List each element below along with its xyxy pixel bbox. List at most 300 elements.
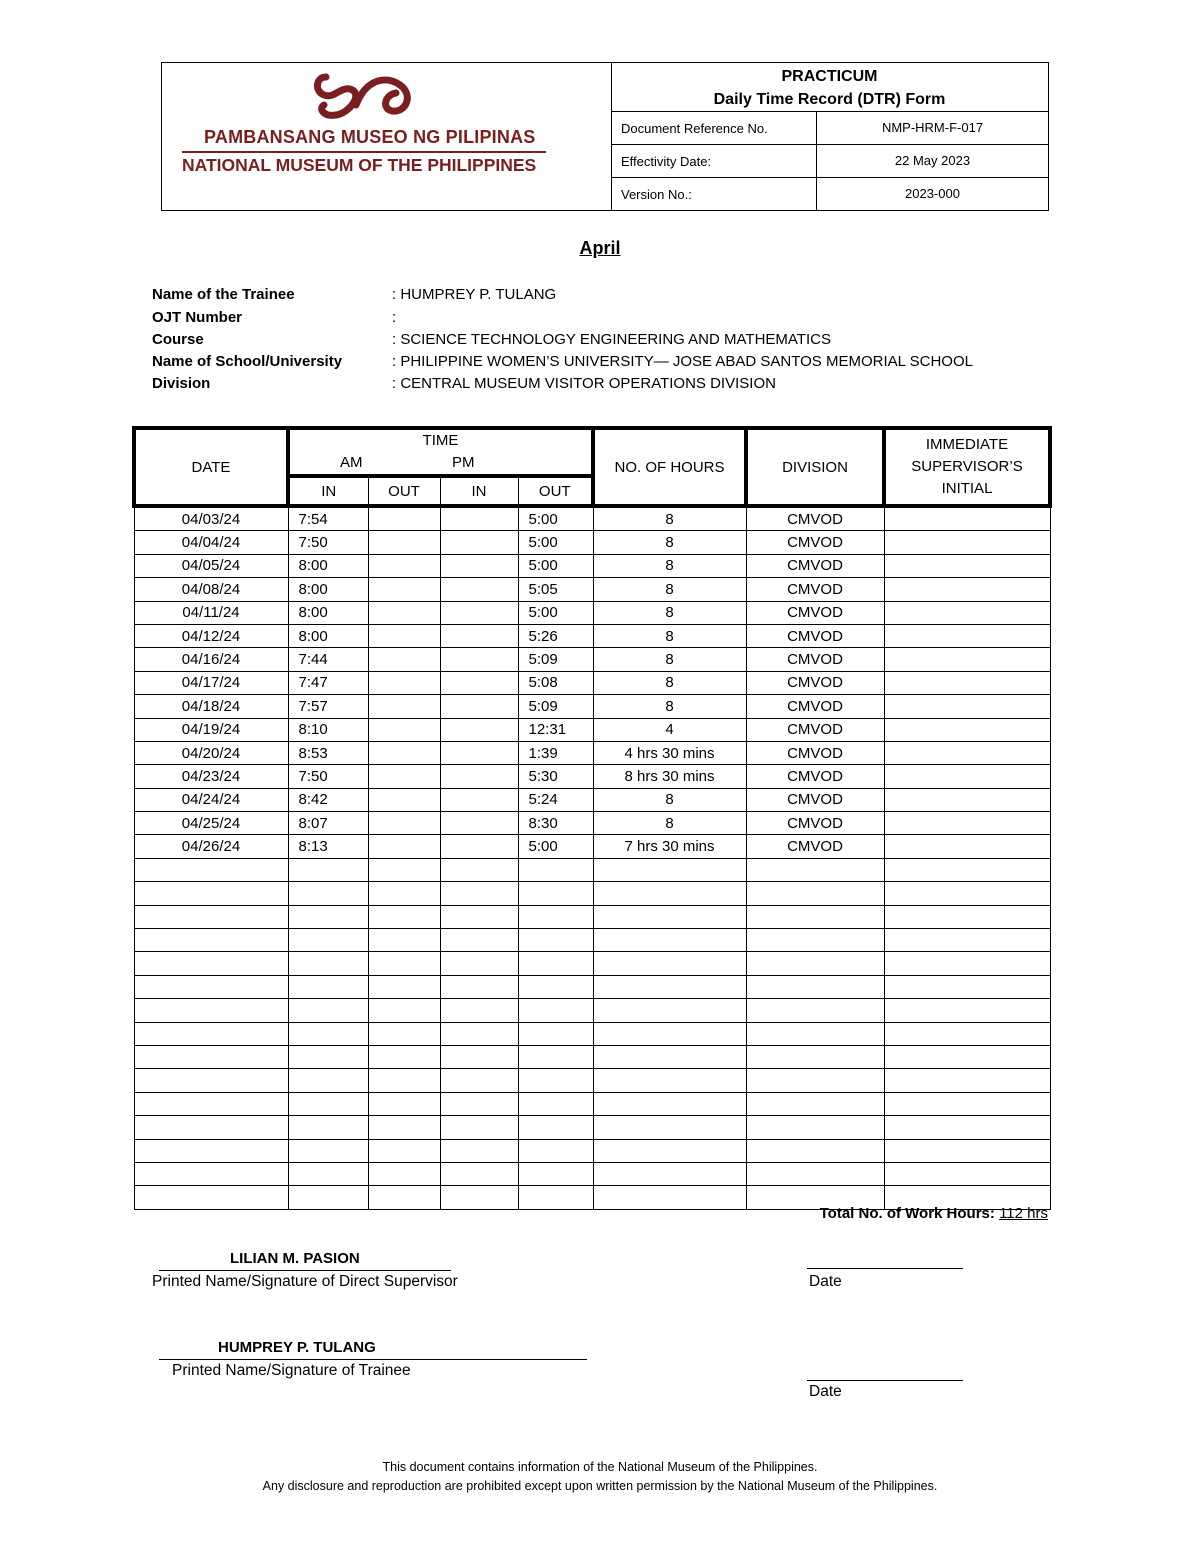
cell-division: CMVOD bbox=[746, 765, 884, 788]
cell-hours: 8 bbox=[593, 788, 746, 811]
dtr-table bbox=[132, 426, 1052, 1210]
cell-am-in: 8:00 bbox=[288, 624, 368, 647]
cell-hours: 8 bbox=[593, 601, 746, 624]
cell-division bbox=[746, 952, 884, 975]
cell-am-in: 7:57 bbox=[288, 695, 368, 718]
cell-hours: 8 bbox=[593, 671, 746, 694]
meta-label: Version No.: bbox=[621, 187, 692, 202]
cell-pm-in bbox=[440, 1022, 518, 1045]
cell-supervisor-initial bbox=[884, 718, 1050, 741]
table-row bbox=[134, 1139, 1050, 1162]
cell-pm-in bbox=[440, 624, 518, 647]
info-label-course: Course bbox=[152, 331, 204, 348]
cell-hours bbox=[593, 1116, 746, 1139]
table-row bbox=[134, 531, 1050, 554]
cell-pm-in bbox=[440, 788, 518, 811]
cell-am-in bbox=[288, 905, 368, 928]
table-row bbox=[134, 788, 1050, 811]
cell-hours bbox=[593, 1186, 746, 1209]
cell-hours: 8 bbox=[593, 648, 746, 671]
cell-am-in bbox=[288, 1069, 368, 1092]
cell-am-in bbox=[288, 929, 368, 952]
cell-pm-in bbox=[440, 648, 518, 671]
cell-pm-out: 8:30 bbox=[518, 812, 593, 835]
cell-hours: 8 bbox=[593, 812, 746, 835]
cell-hours bbox=[593, 1022, 746, 1045]
cell-date bbox=[134, 999, 288, 1022]
cell-hours: 4 hrs 30 mins bbox=[593, 741, 746, 764]
cell-am-out bbox=[368, 788, 440, 811]
cell-am-in bbox=[288, 952, 368, 975]
cell-supervisor-initial bbox=[884, 648, 1050, 671]
cell-pm-in bbox=[440, 531, 518, 554]
cell-am-out bbox=[368, 1022, 440, 1045]
cell-supervisor-initial bbox=[884, 695, 1050, 718]
cell-am-in bbox=[288, 1186, 368, 1209]
cell-date bbox=[134, 1092, 288, 1115]
cell-pm-out bbox=[518, 1186, 593, 1209]
cell-date: 04/17/24 bbox=[134, 671, 288, 694]
cell-am-in bbox=[288, 999, 368, 1022]
table-row bbox=[134, 741, 1050, 764]
header-am-out: OUT bbox=[368, 476, 440, 506]
cell-pm-out: 5:09 bbox=[518, 648, 593, 671]
cell-division bbox=[746, 858, 884, 881]
cell-am-out bbox=[368, 695, 440, 718]
cell-division bbox=[746, 975, 884, 998]
info-label-trainee: Name of the Trainee bbox=[152, 286, 295, 303]
cell-pm-out: 12:31 bbox=[518, 718, 593, 741]
info-label-ojt: OJT Number bbox=[152, 309, 243, 326]
cell-pm-in bbox=[440, 765, 518, 788]
cell-supervisor-initial bbox=[884, 835, 1050, 858]
cell-supervisor-initial bbox=[884, 952, 1050, 975]
cell-am-in: 8:00 bbox=[288, 601, 368, 624]
cell-am-out bbox=[368, 578, 440, 601]
meta-label: Effectivity Date: bbox=[621, 154, 712, 169]
cell-date: 04/05/24 bbox=[134, 554, 288, 577]
cell-hours bbox=[593, 1045, 746, 1068]
supervisor-name: LILIAN M. PASION bbox=[230, 1250, 360, 1267]
cell-supervisor-initial bbox=[884, 1116, 1050, 1139]
meta-row-effectivity bbox=[611, 145, 1048, 178]
cell-hours: 8 bbox=[593, 506, 746, 531]
cell-pm-out: 5:08 bbox=[518, 671, 593, 694]
footer-notice bbox=[0, 1458, 1200, 1496]
cell-supervisor-initial bbox=[884, 741, 1050, 764]
cell-am-in: 8:53 bbox=[288, 741, 368, 764]
table-row bbox=[134, 975, 1050, 998]
cell-division: CMVOD bbox=[746, 601, 884, 624]
cell-hours: 8 bbox=[593, 624, 746, 647]
cell-pm-out bbox=[518, 929, 593, 952]
table-row bbox=[134, 1116, 1050, 1139]
cell-date: 04/12/24 bbox=[134, 624, 288, 647]
header-division: DIVISION bbox=[746, 428, 884, 506]
cell-division bbox=[746, 1022, 884, 1045]
cell-pm-out bbox=[518, 975, 593, 998]
cell-division: CMVOD bbox=[746, 648, 884, 671]
total-hours bbox=[820, 1205, 1048, 1222]
cell-am-out bbox=[368, 624, 440, 647]
cell-division bbox=[746, 1162, 884, 1185]
cell-am-in: 7:50 bbox=[288, 765, 368, 788]
cell-am-in bbox=[288, 1045, 368, 1068]
cell-am-out bbox=[368, 835, 440, 858]
cell-date: 04/24/24 bbox=[134, 788, 288, 811]
footer-line2: Any disclosure and reproduction are prohibited except upon written permission by the National Museum of the Philippines. bbox=[262, 1479, 938, 1493]
cell-am-out bbox=[368, 1116, 440, 1139]
table-row bbox=[134, 695, 1050, 718]
table-row bbox=[134, 929, 1050, 952]
table-row bbox=[134, 578, 1050, 601]
table-row bbox=[134, 882, 1050, 905]
cell-pm-out bbox=[518, 1092, 593, 1115]
cell-pm-out: 5:09 bbox=[518, 695, 593, 718]
cell-division: CMVOD bbox=[746, 741, 884, 764]
logo-text-filipino: PAMBANSANG MUSEO NG PILIPINAS bbox=[204, 127, 536, 147]
cell-supervisor-initial bbox=[884, 1139, 1050, 1162]
cell-division bbox=[746, 1092, 884, 1115]
cell-am-out bbox=[368, 648, 440, 671]
cell-supervisor-initial bbox=[884, 1092, 1050, 1115]
cell-am-out bbox=[368, 1186, 440, 1209]
cell-date bbox=[134, 952, 288, 975]
table-row bbox=[134, 999, 1050, 1022]
cell-pm-in bbox=[440, 506, 518, 531]
cell-supervisor-initial bbox=[884, 1162, 1050, 1185]
cell-am-in: 8:10 bbox=[288, 718, 368, 741]
table-row bbox=[134, 812, 1050, 835]
cell-pm-out bbox=[518, 1162, 593, 1185]
cell-hours bbox=[593, 1092, 746, 1115]
trainee-date-line bbox=[807, 1380, 963, 1381]
table-row bbox=[134, 765, 1050, 788]
header-supervisor-line1: IMMEDIATE bbox=[925, 436, 1009, 453]
cell-am-in: 8:42 bbox=[288, 788, 368, 811]
table-row bbox=[134, 506, 1050, 531]
cell-division: CMVOD bbox=[746, 531, 884, 554]
cell-division bbox=[746, 882, 884, 905]
header-time bbox=[288, 428, 593, 476]
meta-value: 22 May 2023 bbox=[816, 145, 1048, 177]
cell-hours bbox=[593, 975, 746, 998]
header-date: DATE bbox=[134, 428, 288, 506]
museum-logo-icon bbox=[310, 69, 422, 121]
cell-hours bbox=[593, 905, 746, 928]
form-title-line1: PRACTICUM bbox=[781, 68, 878, 85]
table-row bbox=[134, 858, 1050, 881]
month-title: April bbox=[579, 238, 621, 258]
cell-am-out bbox=[368, 741, 440, 764]
supervisor-caption: Printed Name/Signature of Direct Supervisor bbox=[152, 1273, 458, 1290]
cell-hours bbox=[593, 1069, 746, 1092]
logo-divider bbox=[182, 151, 546, 153]
cell-am-in: 8:00 bbox=[288, 578, 368, 601]
cell-am-in bbox=[288, 1022, 368, 1045]
cell-pm-out bbox=[518, 1116, 593, 1139]
cell-pm-in bbox=[440, 999, 518, 1022]
table-row bbox=[134, 554, 1050, 577]
cell-am-out bbox=[368, 601, 440, 624]
cell-hours: 8 bbox=[593, 578, 746, 601]
cell-am-in bbox=[288, 858, 368, 881]
cell-am-out bbox=[368, 999, 440, 1022]
meta-value: 2023-000 bbox=[816, 178, 1048, 210]
cell-pm-out: 5:00 bbox=[518, 554, 593, 577]
cell-pm-out bbox=[518, 905, 593, 928]
supervisor-date-line bbox=[807, 1268, 963, 1269]
document-header bbox=[161, 62, 1049, 211]
cell-am-in: 8:00 bbox=[288, 554, 368, 577]
cell-pm-in bbox=[440, 835, 518, 858]
dtr-table-body bbox=[134, 506, 1050, 1209]
cell-am-out bbox=[368, 1139, 440, 1162]
cell-date: 04/25/24 bbox=[134, 812, 288, 835]
trainee-caption: Printed Name/Signature of Trainee bbox=[172, 1362, 411, 1379]
cell-supervisor-initial bbox=[884, 999, 1050, 1022]
table-row bbox=[134, 671, 1050, 694]
cell-date bbox=[134, 975, 288, 998]
cell-date bbox=[134, 1022, 288, 1045]
cell-hours bbox=[593, 929, 746, 952]
cell-pm-out bbox=[518, 858, 593, 881]
supervisor-date-caption: Date bbox=[809, 1273, 842, 1290]
total-hours-value: 112 hrs bbox=[999, 1205, 1048, 1222]
footer-line1: This document contains information of the National Museum of the Philippines. bbox=[382, 1460, 818, 1474]
cell-supervisor-initial bbox=[884, 975, 1050, 998]
cell-pm-in bbox=[440, 718, 518, 741]
cell-pm-in bbox=[440, 1116, 518, 1139]
header-pm-out: OUT bbox=[518, 476, 593, 506]
cell-supervisor-initial bbox=[884, 1069, 1050, 1092]
cell-pm-out: 5:05 bbox=[518, 578, 593, 601]
table-row bbox=[134, 1069, 1050, 1092]
header-supervisor-line2: SUPERVISOR’S bbox=[911, 458, 1023, 475]
supervisor-signature-line bbox=[159, 1270, 451, 1271]
cell-supervisor-initial bbox=[884, 858, 1050, 881]
cell-hours: 8 bbox=[593, 531, 746, 554]
cell-pm-in bbox=[440, 671, 518, 694]
cell-am-out bbox=[368, 812, 440, 835]
cell-supervisor-initial bbox=[884, 506, 1050, 531]
meta-row-reference bbox=[611, 112, 1048, 145]
cell-division: CMVOD bbox=[746, 812, 884, 835]
cell-am-out bbox=[368, 531, 440, 554]
cell-date bbox=[134, 1069, 288, 1092]
cell-date: 04/26/24 bbox=[134, 835, 288, 858]
cell-am-in bbox=[288, 1139, 368, 1162]
cell-date: 04/04/24 bbox=[134, 531, 288, 554]
table-row bbox=[134, 952, 1050, 975]
trainee-date-caption: Date bbox=[809, 1383, 842, 1400]
cell-pm-in bbox=[440, 741, 518, 764]
cell-date: 04/18/24 bbox=[134, 695, 288, 718]
cell-date bbox=[134, 1162, 288, 1185]
table-row bbox=[134, 601, 1050, 624]
meta-label: Document Reference No. bbox=[621, 121, 768, 136]
cell-division bbox=[746, 905, 884, 928]
table-row bbox=[134, 905, 1050, 928]
cell-pm-out bbox=[518, 1022, 593, 1045]
table-row bbox=[134, 1092, 1050, 1115]
total-hours-label: Total No. of Work Hours: bbox=[819, 1205, 995, 1222]
cell-pm-in bbox=[440, 929, 518, 952]
header-supervisor-initial bbox=[884, 428, 1050, 506]
cell-division bbox=[746, 1116, 884, 1139]
trainee-signature-line bbox=[159, 1359, 587, 1360]
cell-pm-out: 5:30 bbox=[518, 765, 593, 788]
cell-supervisor-initial bbox=[884, 882, 1050, 905]
cell-pm-out: 5:00 bbox=[518, 835, 593, 858]
cell-hours: 8 bbox=[593, 554, 746, 577]
cell-date bbox=[134, 882, 288, 905]
cell-am-out bbox=[368, 1045, 440, 1068]
cell-am-out bbox=[368, 1162, 440, 1185]
cell-date bbox=[134, 1139, 288, 1162]
cell-pm-in bbox=[440, 1069, 518, 1092]
cell-pm-out bbox=[518, 1069, 593, 1092]
cell-date bbox=[134, 1116, 288, 1139]
info-value-trainee: : HUMPREY P. TULANG bbox=[392, 286, 557, 303]
cell-pm-out: 5:26 bbox=[518, 624, 593, 647]
header-pm: PM bbox=[452, 454, 475, 471]
cell-pm-in bbox=[440, 952, 518, 975]
cell-division: CMVOD bbox=[746, 718, 884, 741]
cell-supervisor-initial bbox=[884, 601, 1050, 624]
cell-pm-in bbox=[440, 1186, 518, 1209]
meta-row-version bbox=[611, 178, 1048, 210]
cell-am-in: 8:07 bbox=[288, 812, 368, 835]
cell-am-in bbox=[288, 882, 368, 905]
cell-hours bbox=[593, 952, 746, 975]
cell-date: 04/19/24 bbox=[134, 718, 288, 741]
cell-hours: 4 bbox=[593, 718, 746, 741]
cell-am-in bbox=[288, 1092, 368, 1115]
cell-am-out bbox=[368, 858, 440, 881]
cell-hours: 8 bbox=[593, 695, 746, 718]
header-am: AM bbox=[340, 454, 363, 471]
cell-supervisor-initial bbox=[884, 671, 1050, 694]
cell-date: 04/23/24 bbox=[134, 765, 288, 788]
cell-hours bbox=[593, 999, 746, 1022]
cell-supervisor-initial bbox=[884, 765, 1050, 788]
cell-pm-out: 5:00 bbox=[518, 506, 593, 531]
cell-date bbox=[134, 929, 288, 952]
cell-division bbox=[746, 1045, 884, 1068]
cell-am-in bbox=[288, 1162, 368, 1185]
cell-date bbox=[134, 1045, 288, 1068]
table-row bbox=[134, 624, 1050, 647]
cell-hours: 8 hrs 30 mins bbox=[593, 765, 746, 788]
cell-division bbox=[746, 999, 884, 1022]
info-label-division: Division bbox=[152, 375, 211, 392]
cell-am-out bbox=[368, 765, 440, 788]
table-row bbox=[134, 718, 1050, 741]
cell-pm-in bbox=[440, 578, 518, 601]
meta-value: NMP-HRM-F-017 bbox=[816, 112, 1048, 144]
header-time-label: TIME bbox=[422, 432, 459, 449]
cell-am-out bbox=[368, 671, 440, 694]
trainee-name: HUMPREY P. TULANG bbox=[218, 1339, 376, 1356]
cell-division bbox=[746, 929, 884, 952]
cell-am-in: 7:44 bbox=[288, 648, 368, 671]
cell-hours: 7 hrs 30 mins bbox=[593, 835, 746, 858]
cell-am-out bbox=[368, 905, 440, 928]
info-label-school: Name of School/University bbox=[152, 353, 343, 370]
cell-am-out bbox=[368, 975, 440, 998]
info-value-school: : PHILIPPINE WOMEN’S UNIVERSITY— JOSE ABAD SANTOS MEMORIAL SCHOOL bbox=[392, 353, 973, 370]
cell-am-in bbox=[288, 975, 368, 998]
document-info-panel bbox=[611, 63, 1048, 210]
cell-pm-in bbox=[440, 975, 518, 998]
cell-division: CMVOD bbox=[746, 554, 884, 577]
header-supervisor-line3: INITIAL bbox=[941, 480, 993, 497]
cell-hours bbox=[593, 1162, 746, 1185]
cell-division bbox=[746, 1069, 884, 1092]
table-row bbox=[134, 1022, 1050, 1045]
cell-pm-in bbox=[440, 601, 518, 624]
cell-am-out bbox=[368, 506, 440, 531]
cell-division: CMVOD bbox=[746, 506, 884, 531]
header-hours: NO. OF HOURS bbox=[593, 428, 746, 506]
logo-text-english: NATIONAL MUSEUM OF THE PHILIPPINES bbox=[182, 155, 537, 175]
cell-pm-in bbox=[440, 1045, 518, 1068]
cell-division: CMVOD bbox=[746, 578, 884, 601]
cell-date bbox=[134, 905, 288, 928]
cell-supervisor-initial bbox=[884, 554, 1050, 577]
cell-division bbox=[746, 1139, 884, 1162]
cell-supervisor-initial bbox=[884, 788, 1050, 811]
cell-hours bbox=[593, 858, 746, 881]
cell-division: CMVOD bbox=[746, 695, 884, 718]
cell-pm-in bbox=[440, 554, 518, 577]
cell-date: 04/16/24 bbox=[134, 648, 288, 671]
cell-pm-out: 1:39 bbox=[518, 741, 593, 764]
cell-am-in: 7:47 bbox=[288, 671, 368, 694]
cell-supervisor-initial bbox=[884, 624, 1050, 647]
cell-am-in: 7:54 bbox=[288, 506, 368, 531]
table-row bbox=[134, 648, 1050, 671]
cell-pm-in bbox=[440, 812, 518, 835]
cell-pm-out bbox=[518, 1045, 593, 1068]
cell-pm-out: 5:00 bbox=[518, 531, 593, 554]
cell-hours bbox=[593, 1139, 746, 1162]
cell-supervisor-initial bbox=[884, 1022, 1050, 1045]
cell-pm-out: 5:24 bbox=[518, 788, 593, 811]
cell-date: 04/20/24 bbox=[134, 741, 288, 764]
header-pm-in: IN bbox=[440, 476, 518, 506]
cell-pm-out: 5:00 bbox=[518, 601, 593, 624]
cell-am-out bbox=[368, 718, 440, 741]
cell-date: 04/11/24 bbox=[134, 601, 288, 624]
cell-am-out bbox=[368, 882, 440, 905]
form-title-line2: Daily Time Record (DTR) Form bbox=[713, 91, 946, 108]
cell-am-out bbox=[368, 952, 440, 975]
cell-am-in bbox=[288, 1116, 368, 1139]
cell-division: CMVOD bbox=[746, 624, 884, 647]
cell-date: 04/08/24 bbox=[134, 578, 288, 601]
cell-am-out bbox=[368, 554, 440, 577]
cell-division: CMVOD bbox=[746, 671, 884, 694]
cell-supervisor-initial bbox=[884, 905, 1050, 928]
cell-date bbox=[134, 858, 288, 881]
info-value-course: : SCIENCE TECHNOLOGY ENGINEERING AND MATHEMATICS bbox=[392, 331, 831, 348]
info-value-ojt: : bbox=[392, 309, 397, 326]
cell-pm-in bbox=[440, 1092, 518, 1115]
cell-am-out bbox=[368, 1069, 440, 1092]
cell-pm-out bbox=[518, 1139, 593, 1162]
